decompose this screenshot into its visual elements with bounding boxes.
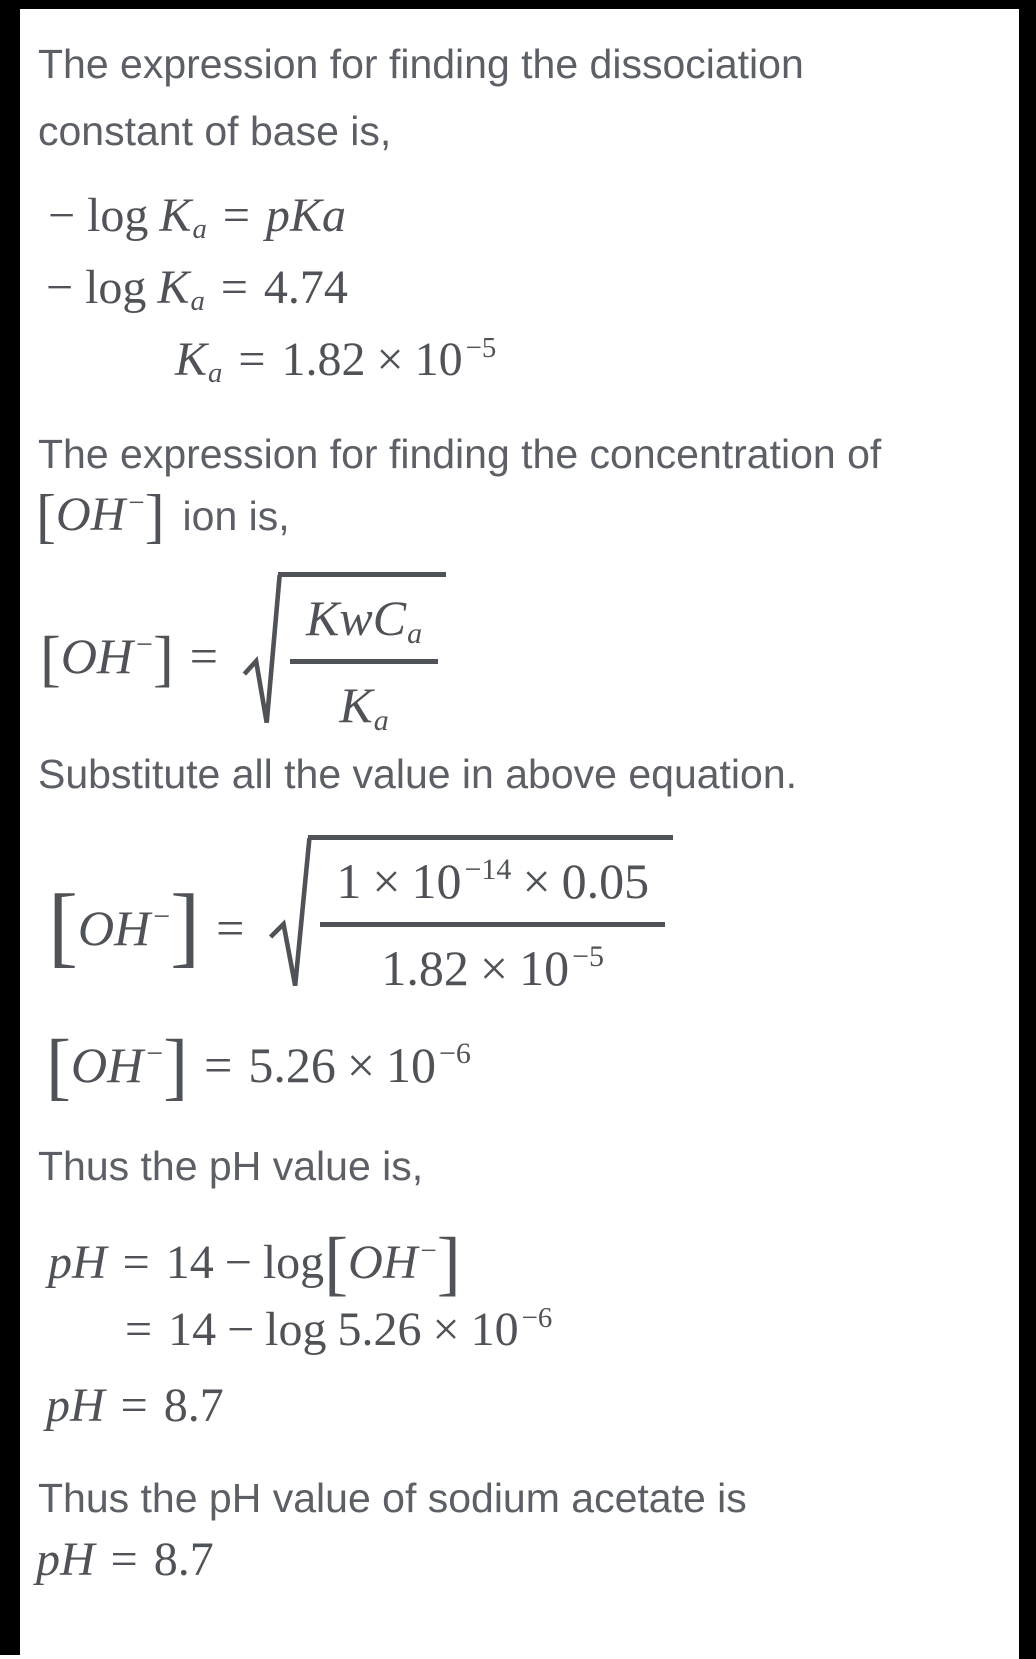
ka-symbol: K	[175, 333, 208, 386]
kw-k-symbol: K	[306, 590, 340, 646]
a-subscript: a	[208, 357, 223, 390]
left-bracket: [	[36, 483, 56, 549]
ph-value: 8.7	[163, 1379, 224, 1432]
equals-sign: =	[238, 333, 266, 386]
right-bracket: ]	[170, 876, 201, 976]
oh-symbol: OH	[70, 1037, 144, 1093]
left-bracket: [	[40, 623, 61, 694]
equation-oh-substituted	[48, 835, 673, 997]
equals-sign: =	[122, 1236, 150, 1289]
coefficient: 5.26	[248, 1037, 336, 1093]
equals-sign: =	[110, 1533, 138, 1586]
numerator	[290, 589, 438, 659]
base-ten: 10	[411, 853, 462, 909]
right-bracket: ]	[152, 623, 174, 694]
minus-superscript: −	[146, 1037, 164, 1071]
equation-pka-line1	[48, 188, 346, 246]
times-sign: ×	[376, 333, 404, 386]
minus-superscript: −	[128, 487, 145, 520]
kw-w-symbol: w	[339, 590, 373, 646]
minus-sign: −	[48, 189, 76, 242]
oh-symbol: OH	[348, 1236, 418, 1289]
radical-sign	[242, 572, 282, 734]
ph-value: 8.7	[153, 1533, 214, 1586]
radical-sign	[268, 835, 312, 997]
minus-superscript: −	[153, 900, 171, 934]
minus-superscript: −	[420, 1235, 437, 1268]
paragraph-dissociation-line1: The expression for finding the dissociation	[38, 41, 804, 87]
left-bracket: [	[46, 1025, 71, 1108]
equation-pka-line3	[175, 332, 497, 390]
equation-oh-formula	[40, 572, 446, 737]
base-ten: 10	[519, 940, 570, 996]
exponent: −5	[465, 332, 497, 365]
frame-left-bar	[0, 0, 20, 1655]
equation-oh-result	[46, 1020, 471, 1108]
log-operator: log	[265, 1303, 327, 1356]
square-root	[268, 835, 673, 997]
times-sign: ×	[346, 1037, 376, 1093]
equation-ph-final	[36, 1532, 214, 1587]
equation-ph-line1	[48, 1218, 461, 1303]
ca-symbol: C	[372, 590, 407, 646]
exponent: −6	[439, 1037, 471, 1071]
ph-symbol: pH	[46, 1379, 105, 1432]
radicand	[308, 835, 673, 997]
ka-symbol: K	[159, 189, 192, 242]
fourteen-value: 14	[165, 1236, 214, 1289]
equals-sign: =	[125, 1303, 153, 1356]
equals-sign: =	[120, 1379, 148, 1432]
paragraph-conclusion: Thus the pH value of sodium acetate is	[38, 1475, 747, 1521]
frame-right-bar	[1019, 0, 1036, 1659]
times-sign: ×	[372, 853, 401, 909]
base-ten: 10	[386, 1037, 437, 1093]
paragraph-oh-intro-line1: The expression for finding the concentration of	[38, 431, 882, 477]
fourteen-value: 14	[168, 1303, 217, 1356]
minus-sign: −	[46, 261, 74, 314]
base-ten: 10	[414, 333, 463, 386]
oh-symbol: OH	[77, 900, 151, 956]
equation-pka-line2	[46, 260, 348, 318]
times-sign: ×	[432, 1303, 460, 1356]
oh-symbol: OH	[55, 488, 126, 541]
concentration-value: 0.05	[561, 853, 650, 909]
minus-sign: −	[224, 1236, 252, 1289]
paragraph-ph-intro: Thus the pH value is,	[38, 1143, 424, 1189]
pka-symbol: pKa	[265, 189, 346, 242]
times-sign: ×	[522, 853, 551, 909]
paragraph-oh-intro-line2	[36, 480, 290, 549]
minus-sign: −	[227, 1303, 255, 1356]
radicand	[278, 572, 446, 737]
equals-sign: =	[220, 261, 248, 314]
coefficient: 5.26	[337, 1303, 422, 1356]
square-root	[242, 572, 446, 737]
right-bracket: ]	[163, 1025, 189, 1108]
exponent: −5	[572, 940, 605, 974]
log-operator: log	[262, 1236, 325, 1289]
a-subscript: a	[190, 285, 205, 318]
log-operator: log	[87, 189, 149, 242]
oh-symbol: OH	[60, 628, 134, 684]
ph-symbol: pH	[36, 1533, 95, 1586]
coefficient: 1.82	[281, 333, 366, 386]
right-bracket: ]	[436, 1222, 461, 1303]
paragraph-substitute: Substitute all the value in above equation.	[38, 751, 798, 797]
pka-value: 4.74	[263, 261, 348, 314]
frame-top-bar	[0, 0, 1036, 9]
fraction	[290, 589, 438, 737]
equals-sign: =	[216, 900, 245, 956]
a-subscript: a	[373, 703, 389, 737]
ka-symbol: K	[157, 261, 190, 314]
fraction	[320, 852, 665, 997]
denominator	[323, 664, 404, 737]
left-bracket: [	[324, 1222, 349, 1303]
oh-lhs	[40, 621, 234, 694]
equals-sign: =	[222, 189, 250, 242]
minus-superscript: −	[136, 628, 153, 662]
exponent: −14	[464, 853, 512, 887]
denominator	[365, 927, 620, 997]
log-operator: log	[85, 261, 147, 314]
numerator	[320, 852, 665, 922]
equals-sign: =	[204, 1037, 233, 1093]
equals-sign: =	[189, 628, 218, 684]
right-bracket: ]	[144, 483, 165, 549]
ka-coefficient: 1.82	[381, 940, 469, 996]
times-sign: ×	[479, 940, 509, 996]
a-subscript: a	[407, 616, 423, 650]
ph-symbol: pH	[48, 1236, 107, 1289]
exponent: −6	[521, 1302, 553, 1335]
equation-ph-line2	[125, 1302, 552, 1357]
paragraph-dissociation-line2: constant of base is,	[38, 108, 392, 154]
ka-symbol: K	[339, 677, 373, 733]
one-value: 1	[336, 853, 362, 909]
a-subscript: a	[192, 213, 207, 246]
left-bracket: [	[48, 876, 78, 976]
ion-is-text: ion is,	[182, 493, 290, 539]
base-ten: 10	[470, 1303, 519, 1356]
equation-ph-line3	[46, 1378, 224, 1433]
oh-lhs	[48, 871, 260, 976]
